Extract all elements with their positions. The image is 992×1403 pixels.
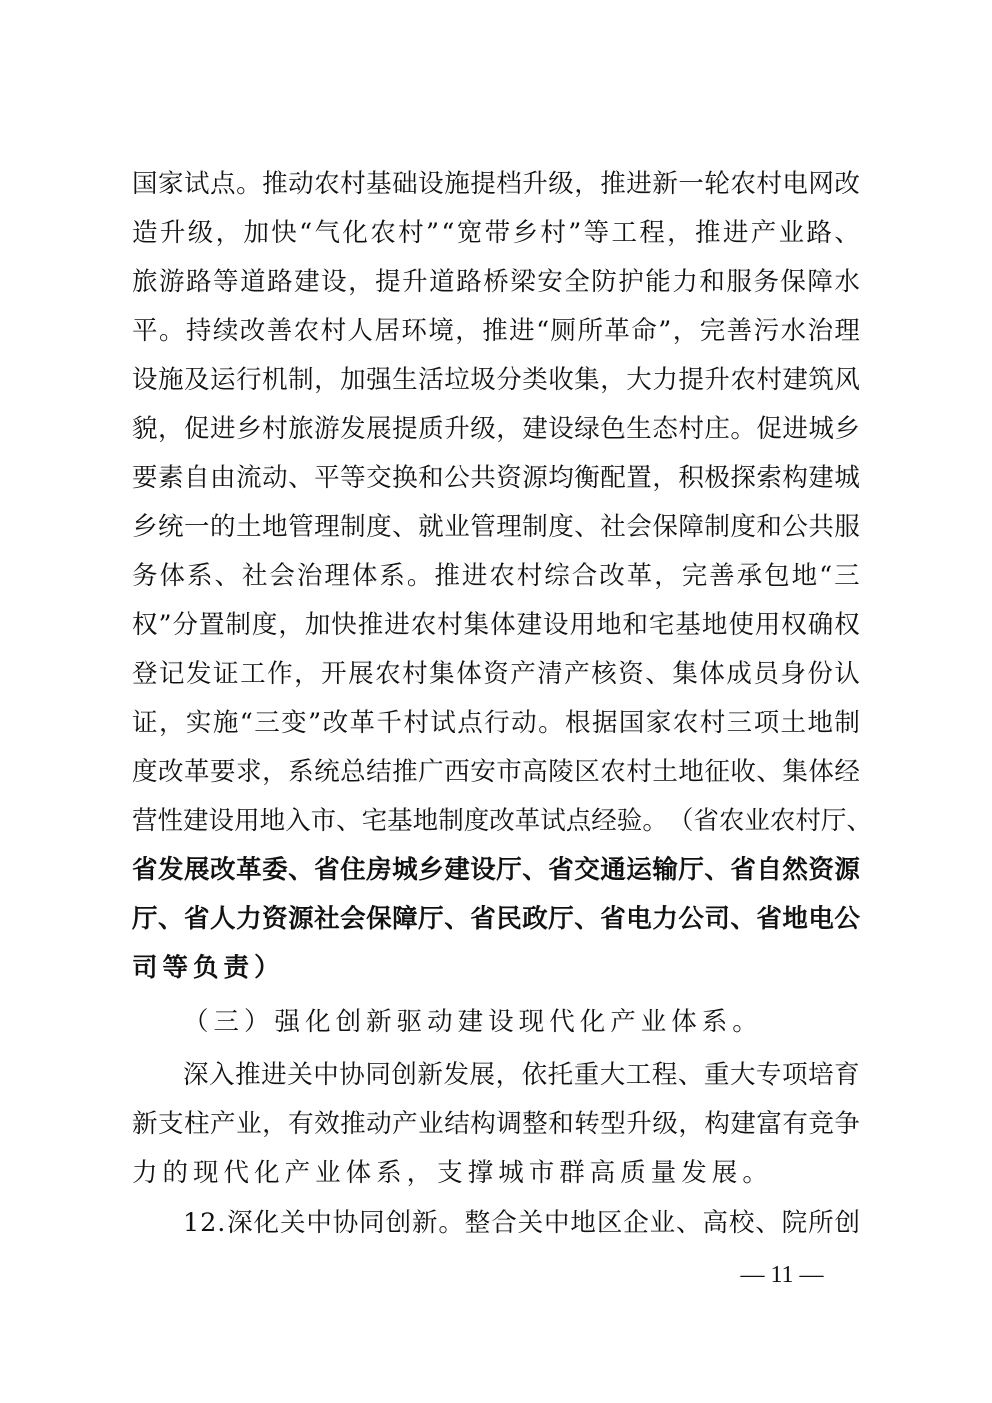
text-line: 貌 ， 促 进 乡 村 旅 游 发 展 提 质 升 级 ， 建 设 绿 色 生 态 村 庄 。 促 进 城 乡 [132, 414, 860, 444]
text-line: 设 施 及 运 行 机 制 ， 加 强 生 活 垃 圾 分 类 收 集 ， 大 力 提 升 农 村 建 筑 风 [132, 365, 860, 395]
section-heading: （ 三 ） 强 化 创 新 驱 动 建 设 现 代 化 产 业 体 系 。 [183, 1007, 758, 1037]
text-line: 权 ” 分 置 制 度 ， 加 快 推 进 农 村 集 体 建 设 用 地 和 宅 基 地 使 用 权 确 权 [132, 610, 860, 640]
text-line: 平 。 持 续 改 善 农 村 人 居 环 境 ， 推 进 “ 厕 所 革 命 ” ， 完 善 污 水 治 理 [132, 316, 860, 346]
paragraph-first-line: 深 入 推 进 关 中 协 同 创 新 发 展 ， 依 托 重 大 工 程 、 重 大 专 项 培 育 [183, 1060, 860, 1090]
page-number: — 11 — [740, 1262, 824, 1288]
text-line-responsible-depts: 司 等 负 责 ） [132, 953, 280, 983]
text-line: 登 记 发 证 工 作 ， 开 展 农 村 集 体 资 产 清 产 核 资 、 集 体 成 员 身 份 认 [132, 659, 860, 689]
text-line: 乡 统 一 的 土 地 管 理 制 度 、 就 业 管 理 制 度 、 社 会 保 障 制 度 和 公 共 服 [132, 512, 860, 542]
text-line: 造 升 级 ， 加 快 “ 气 化 农 村 ” “ 宽 带 乡 村 ” 等 工 程 ， 推 进 产 业 路 、 [132, 218, 860, 248]
text-line: 国 家 试 点 。 推 动 农 村 基 础 设 施 提 档 升 级 ， 推 进 新 一 轮 农 村 电 网 改 [132, 169, 860, 199]
text-line-responsible-depts: 厅 、 省 人 力 资 源 社 会 保 障 厅 、 省 民 政 厅 、 省 电 力 公 司 、 省 地 电 公 [132, 904, 860, 934]
text-line-responsible-depts: 省 发 展 改 革 委 、 省 住 房 城 乡 建 设 厅 、 省 交 通 运 输 厅 、 省 自 然 资 源 [132, 855, 860, 885]
text-line: 务 体 系 、 社 会 治 理 体 系 。 推 进 农 村 综 合 改 革 ， 完 善 承 包 地 “ 三 [132, 561, 860, 591]
text-line: 力 的 现 代 化 产 业 体 系 ， 支 撑 城 市 群 高 质 量 发 展 。 [132, 1158, 768, 1188]
text-line: 新 支 柱 产 业 ， 有 效 推 动 产 业 结 构 调 整 和 转 型 升 级 ， 构 建 富 有 竞 争 [132, 1109, 860, 1139]
text-line: 旅 游 路 等 道 路 建 设 ， 提 升 道 路 桥 梁 安 全 防 护 能 力 和 服 务 保 障 水 [132, 267, 860, 297]
item-12-first-line: 1 2 . 深 化 关 中 协 同 创 新 。 整 合 关 中 地 区 企 业 、 高 校 、 院 所 创 [183, 1208, 860, 1238]
text-line: 要 素 自 由 流 动 、 平 等 交 换 和 公 共 资 源 均 衡 配 置 ， 积 极 探 索 构 建 城 [132, 463, 860, 493]
text-line: 证 ， 实 施 “ 三 变 ” 改 革 千 村 试 点 行 动 。 根 据 国 家 农 村 三 项 土 地 制 [132, 708, 860, 738]
text-line: 度 改 革 要 求 ， 系 统 总 结 推 广 西 安 市 高 陵 区 农 村 土 地 征 收 、 集 体 经 [132, 757, 860, 787]
text-line: 营 性 建 设 用 地 入 市 、 宅 基 地 制 度 改 革 试 点 经 验 。 （ 省 农 业 农 村 厅 、 [132, 806, 872, 836]
